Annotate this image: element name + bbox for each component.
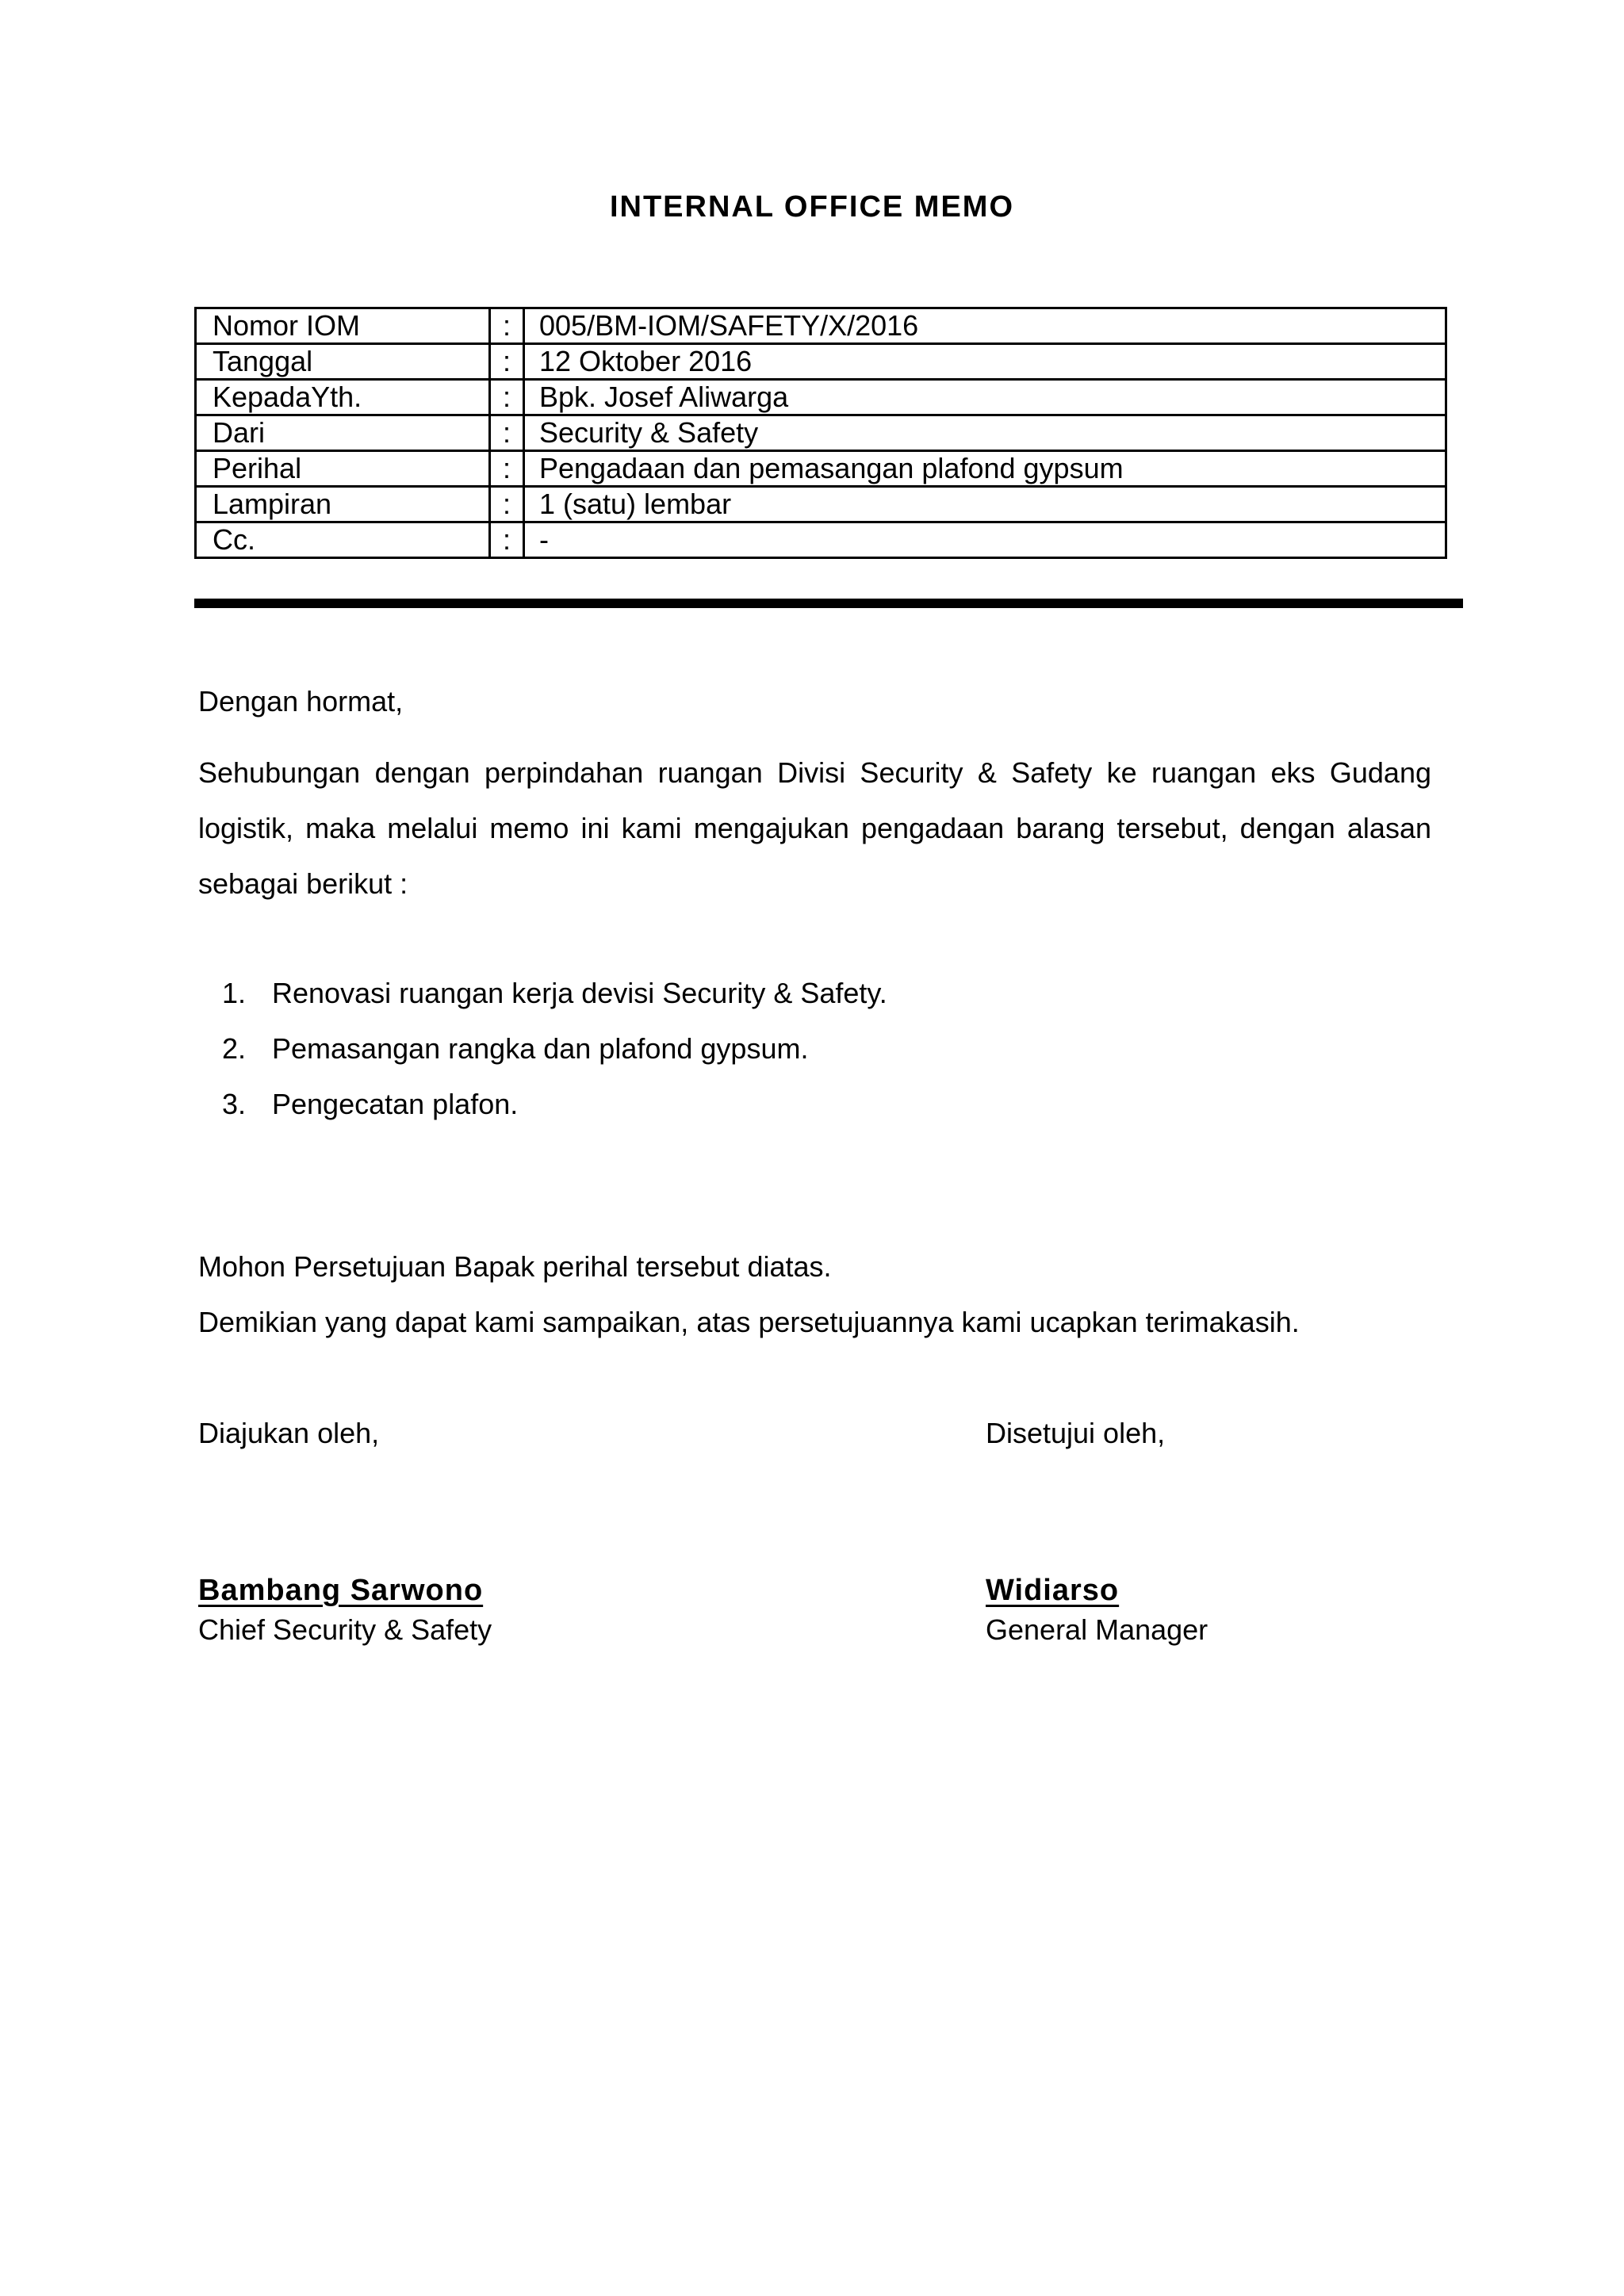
- header-label: Perihal: [196, 451, 490, 487]
- header-row-lampiran: [196, 487, 1446, 522]
- header-row-nomor: [196, 308, 1446, 344]
- header-value: 1 (satu) lembar: [524, 487, 1446, 522]
- header-value: 12 Oktober 2016: [524, 344, 1446, 380]
- header-label: KepadaYth.: [196, 380, 490, 415]
- list-text: Renovasi ruangan kerja devisi Security & Safety.: [272, 977, 887, 1009]
- list-number: 1.: [222, 977, 247, 1009]
- list-number: 2.: [222, 1032, 247, 1065]
- greeting: Dengan hormat,: [198, 685, 404, 718]
- list-number: 3.: [222, 1088, 247, 1120]
- header-colon: :: [490, 451, 524, 487]
- header-row-cc: [196, 522, 1446, 558]
- list-text: Pengecatan plafon.: [272, 1088, 519, 1120]
- header-colon: :: [490, 380, 524, 415]
- list-item: [198, 1021, 887, 1077]
- submitter-position: Chief Security & Safety: [198, 1613, 492, 1646]
- closing-thanks: Demikian yang dapat kami sampaikan, atas persetujuannya kami ucapkan terimakasih.: [198, 1306, 1300, 1338]
- header-row-kepada: [196, 380, 1446, 415]
- memo-header-table: [194, 307, 1447, 559]
- header-value: Pengadaan dan pemasangan plafond gypsum: [524, 451, 1446, 487]
- submitter-name: Bambang Sarwono: [198, 1574, 484, 1607]
- header-label: Tanggal: [196, 344, 490, 380]
- approver-name: Widiarso: [986, 1574, 1120, 1607]
- header-label: Lampiran: [196, 487, 490, 522]
- header-label: Nomor IOM: [196, 308, 490, 344]
- approved-by-label: Disetujui oleh,: [986, 1417, 1166, 1449]
- list-item: [198, 966, 887, 1021]
- header-row-tanggal: [196, 344, 1446, 380]
- header-value: Bpk. Josef Aliwarga: [524, 380, 1446, 415]
- header-label: Cc.: [196, 522, 490, 558]
- header-label: Dari: [196, 415, 490, 451]
- list-item: [198, 1077, 887, 1132]
- header-value: 005/BM-IOM/SAFETY/X/2016: [524, 308, 1446, 344]
- body-paragraph: Sehubungan dengan perpindahan ruangan Divisi Security & Safety ke ruangan eks Gudang logistik, maka melalui memo ini kami mengajukan pengadaan barang tersebut, dengan alasan sebagai berikut :: [198, 756, 1431, 900]
- header-colon: :: [490, 308, 524, 344]
- header-row-perihal: [196, 451, 1446, 487]
- closing-request: Mohon Persetujuan Bapak perihal tersebut diatas.: [198, 1250, 832, 1283]
- header-value: -: [524, 522, 1446, 558]
- header-divider: [194, 599, 1463, 608]
- list-text: Pemasangan rangka dan plafond gypsum.: [272, 1032, 809, 1065]
- approver-position: General Manager: [986, 1613, 1208, 1646]
- memo-title: INTERNAL OFFICE MEMO: [609, 190, 1015, 224]
- reason-list: [198, 966, 887, 1132]
- submitted-by-label: Diajukan oleh,: [198, 1417, 380, 1449]
- header-row-dari: [196, 415, 1446, 451]
- header-value: Security & Safety: [524, 415, 1446, 451]
- header-colon: :: [490, 487, 524, 522]
- header-colon: :: [490, 522, 524, 558]
- header-colon: :: [490, 344, 524, 380]
- header-colon: :: [490, 415, 524, 451]
